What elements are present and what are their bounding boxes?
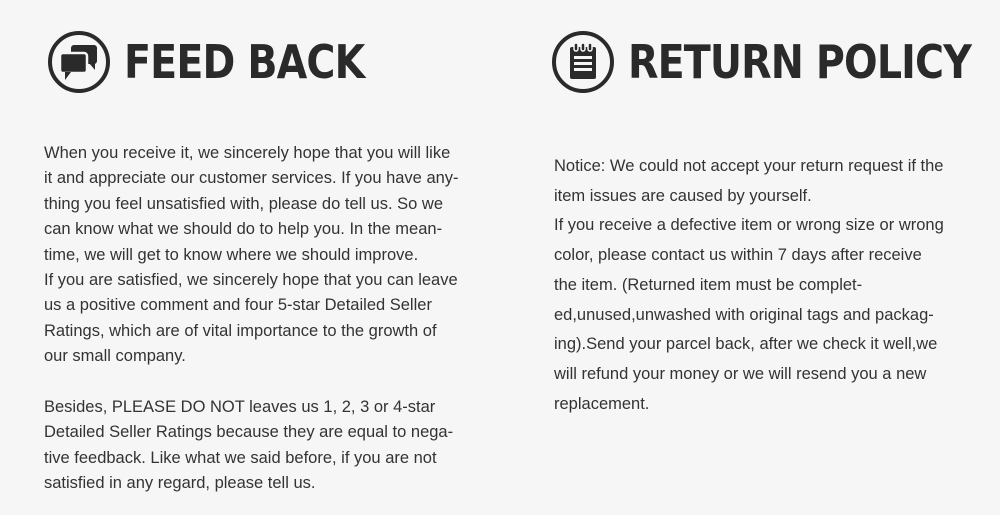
- feedback-text: [44, 141, 459, 497]
- text-line: tive feedback. Like what we said before, if you are not: [44, 448, 437, 467]
- paragraph-gap: [44, 370, 459, 395]
- return-policy-header: [552, 30, 1000, 94]
- text-line: ing).Send your parcel back, after we check it well,we: [554, 335, 938, 354]
- text-line: ed,unused,unwashed with original tags and packag-: [554, 305, 934, 324]
- return-policy-title: RETURN POLICY: [628, 35, 971, 89]
- text-line: thing you feel unsatisfied with, please do tell us. So we: [44, 194, 443, 213]
- text-line: When you receive it, we sincerely hope that you will like: [44, 144, 451, 162]
- text-line: Detailed Seller Ratings because they are equal to nega-: [44, 423, 454, 442]
- notepad-icon: [552, 31, 614, 93]
- text-line: us a positive comment and four 5-star Detailed Seller: [44, 296, 432, 315]
- chat-bubbles-icon: [48, 31, 110, 93]
- text-line: satisfied in any regard, please tell us.: [44, 474, 316, 493]
- text-line: the item. (Returned item must be complet-: [554, 275, 863, 294]
- feedback-title: FEED BACK: [124, 35, 365, 89]
- text-line: If you are satisfied, we sincerely hope that you can leave: [44, 271, 458, 290]
- text-line: time, we will get to know where we should improve.: [44, 245, 419, 264]
- text-line: it and appreciate our customer services. If you have any-: [44, 169, 459, 188]
- feedback-header: [48, 30, 404, 94]
- text-line: our small company.: [44, 347, 186, 366]
- text-line: If you receive a defective item or wrong size or wrong: [554, 216, 944, 235]
- text-line: color, please contact us within 7 days after receive: [554, 246, 922, 265]
- text-line: Besides, PLEASE DO NOT leaves us 1, 2, 3 or 4-star: [44, 398, 436, 417]
- text-line: can know what we should do to help you. In the mean-: [44, 220, 443, 239]
- text-line: replacement.: [554, 394, 650, 413]
- return-policy-text: [554, 152, 944, 419]
- text-line: item issues are caused by yourself.: [554, 186, 812, 205]
- text-line: Ratings, which are of vital importance to the growth of: [44, 321, 437, 340]
- text-line: will refund your money or we will resend you a new: [554, 364, 927, 383]
- text-line: Notice: We could not accept your return request if the: [554, 157, 944, 175]
